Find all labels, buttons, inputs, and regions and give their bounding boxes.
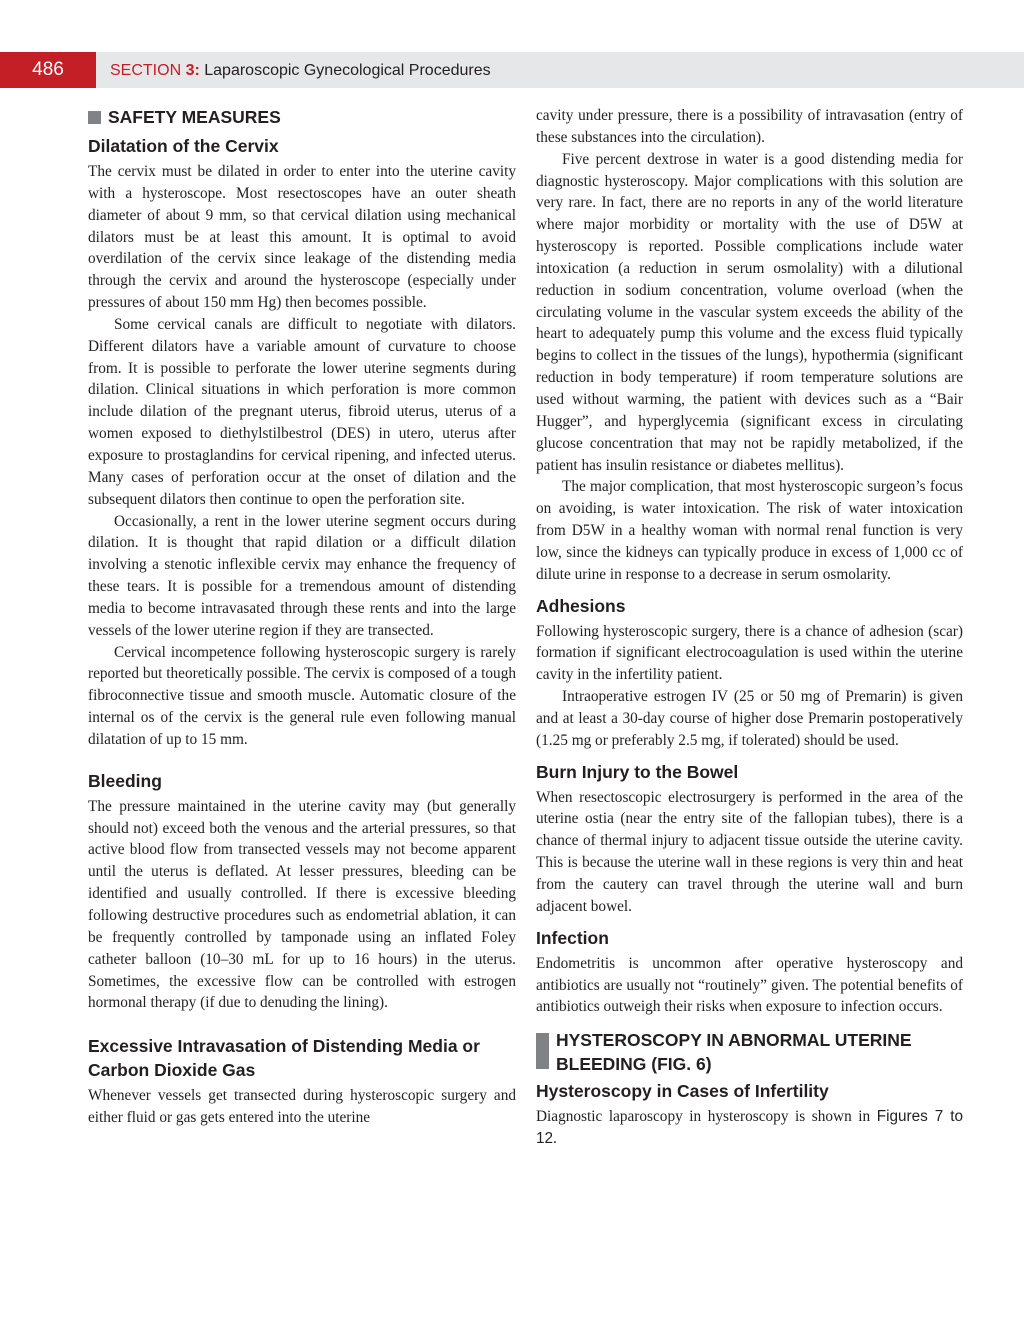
heading-burn-injury: Burn Injury to the Bowel <box>536 761 739 782</box>
paragraph: The major complication, that most hysteroscopic surgeon’s focus on avoiding, is water intoxication. The risk of water intoxication from D5W in a healthy woman with normal renal function is very low, since the kidneys can typically produce in excess of 1,000 cc of dilute urine in response to a decrease in serum osmolarity. <box>536 478 963 583</box>
section-prefix: SECTION <box>110 62 186 79</box>
heading-bleeding: Bleeding <box>88 770 162 791</box>
section-topic: Laparoscopic Gynecological Procedures <box>199 62 491 79</box>
right-column <box>536 105 963 1150</box>
paragraph: Intraoperative estrogen IV (25 or 50 mg of Premarin) is given and at least a 30-day course of higher dose Premarin postoperatively (1.25 mg or preferably 2.5 mg, if tolerated) should be used. <box>536 688 963 749</box>
paragraph: The pressure maintained in the uterine cavity may (but generally should not) exceed both the venous and the arterial pressures, so that active blood flow from transected vessels may not become apparent until the uterus is deflated. At lesser pressures, bleeding can be identified and usually controlled. If there is excessive bleeding following destructive procedures such as endometrial ablation, it can be frequently controlled by tamponade using an inflated Foley catheter balloon (10–30 mL for up to 16 hours) in the uterus. Sometimes, the excessive flow can be controlled with estrogen hormonal therapy (if due to denuding the lining). <box>88 797 516 1012</box>
paragraph: Whenever vessels get transected during hysteroscopic surgery and either fluid or gas gets entered into the uterine <box>88 1087 516 1127</box>
heading-dilatation: Dilatation of the Cervix <box>88 136 279 156</box>
heading-safety-measures: SAFETY MEASURES <box>88 105 516 129</box>
paragraph: When resectoscopic electrosurgery is performed in the area of the uterine ostia (near the entry site of the fallopian tubes), there is a chance of thermal injury to adjacent tissue outside the uterine cavity. This is because the uterine wall in these regions is very thin and heat from the cautery can travel through the uterine wall and burn adjacent bowel. <box>536 788 963 915</box>
paragraph: Following hysteroscopic surgery, there is a chance of adhesion (scar) formation if significant electrocoagulation is used within the uterine cavity in the infertility patient. <box>536 622 963 684</box>
left-column <box>88 105 516 1129</box>
paragraph: Some cervical canals are difficult to negotiate with dilators. Different dilators have a variable amount of curvature to choose from. It is possible to perforate the lower uterine segments during dilation. Clinical situations in which perforation is more common include dilation of the pregnant uterus, fibroid uterus, uterus of a women exposed to diethylstilbestrol (DES) in utero, uterus after exposure to prostaglandins for cervical ripening, and infected uterus. Many cases of perforation occur at the onset of dilation and the subsequent dilators then continue to open the perforation site. <box>88 315 516 508</box>
figure-reference-link[interactable]: Figures 7 to 12 <box>536 1108 963 1148</box>
paragraph: Occasionally, a rent in the lower uterine segment occurs during dilation. It is thought that rapid dilation or a difficult dilation involving a stenotic inflexible cervix may enhance the frequency of these tears. It is possible for a tremendous amount of distending media to become intravasated through these rents and into the large vessels of the lower uterine region if they are transected. <box>88 512 516 639</box>
heading-infection: Infection <box>536 927 609 948</box>
heading-bar-marker <box>536 1033 549 1069</box>
section-number: 3: <box>185 62 200 79</box>
heading-infertility: Hysteroscopy in Cases of Infertility <box>536 1081 829 1102</box>
page-number: 486 <box>0 52 96 88</box>
paragraph: cavity under pressure, there is a possibility of intravasation (entry of these substances into the circulation). <box>536 107 963 146</box>
paragraph: Endometritis is uncommon after operative hysteroscopy and antibiotics are usually not “routinely” given. The potential benefits of antibiotics outweigh their risks when exposure to infection occurs. <box>536 954 963 1016</box>
running-header <box>0 52 1024 88</box>
section-title <box>110 52 491 88</box>
paragraph: Cervical incompetence following hysteroscopic surgery is rarely reported but theoretically possible. The cervix is composed of a tough fibroconnective tissue and smooth muscle. Automatic closure of the internal os of the cervix is the general rule even following manual dilatation of up to 15 mm. <box>88 643 516 748</box>
heading-abnormal-uterine-bleeding: HYSTEROSCOPY IN ABNORMAL UTERINE BLEEDING (FIG. 6) <box>536 1028 963 1076</box>
paragraph: The cervix must be dilated in order to enter into the uterine cavity with a hysteroscope. Most resectoscopes have an outer sheath diameter of about 9 mm, so that cervical dilation using mechanical dilators must be at least this amount. It is optimal to avoid overdilation of the cervix since leakage of the distending media through the cervix and around the hysteroscope (especially under pressures of about 150 mm Hg) then becomes possible. <box>88 163 516 312</box>
heading-adhesions: Adhesions <box>536 595 626 616</box>
paragraph: Five percent dextrose in water is a good distending media for diagnostic hysteroscopy. Major complications with this solution are very rare. In fact, there are no reports in any of the world literature where major morbidity or mortality with the use of D5W at hysteroscopy is reported. Possible complications include water intoxication (a reduction in serum osmolality) with a dilutional reduction in sodium concentration, volume overload (when the circulating volume in the vascular system exceeds the ability of the heart to adequately pump this volume and the excess fluid typically begins to collect in the tissues of the lungs), hypothermia (significant reduction in body temperature) if room temperature solutions are used without warming, the patient with devices such as a “Bair Hugger”, and hyperglycemia (significant excess in circulating glucose concentration that may not be rapidly metabolized, if the patient has insulin resistance or diabetes mellitus). <box>536 150 963 474</box>
paragraph: Diagnostic laparoscopy in hysteroscopy is shown in Figures 7 to 12. <box>536 1108 963 1148</box>
heading-square-marker <box>88 111 101 124</box>
heading-intravasation: Excessive Intravasation of Distending Media or Carbon Dioxide Gas <box>88 1036 480 1081</box>
